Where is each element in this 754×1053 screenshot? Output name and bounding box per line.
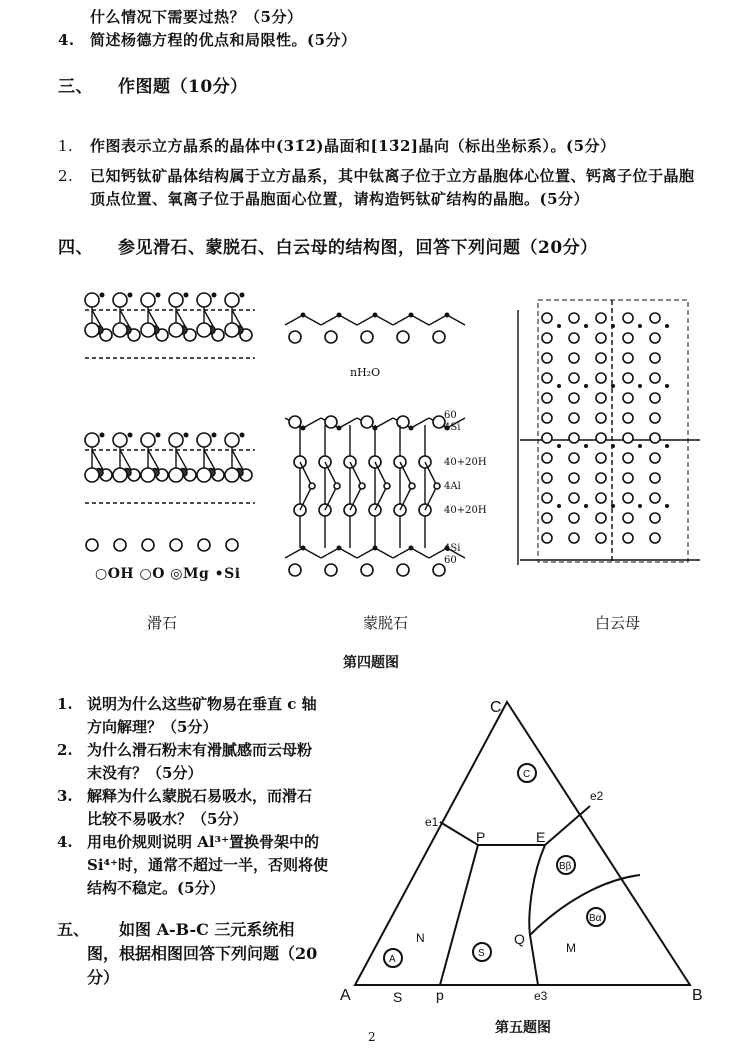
caption-talc: 滑石	[147, 614, 178, 632]
q-num: 1.	[57, 695, 73, 713]
point-p: p	[436, 987, 444, 1003]
point-n: N	[416, 931, 425, 945]
point-e: E	[536, 829, 546, 845]
layer-label: 60	[444, 410, 457, 421]
vertex-a: A	[340, 987, 351, 1004]
region-balpha-label: Bα	[589, 913, 602, 924]
s5-line: 如图 A-B-C 三元系统相	[119, 920, 295, 939]
point-q: Q	[514, 931, 525, 947]
layer-label: 4Si	[444, 422, 461, 433]
q-num: 2.	[57, 741, 73, 759]
figure-5-title: 第五题图	[495, 1020, 551, 1036]
point-s: S	[393, 989, 403, 1005]
page-number: 2	[368, 1030, 376, 1044]
figure-4-title: 第四题图	[343, 655, 399, 671]
q-num: 3.	[57, 787, 73, 805]
q-num: 1.	[58, 137, 74, 155]
water-label: nH₂O	[350, 366, 381, 379]
q-line: Si⁴⁺时，通常不超过一半，否则将使	[87, 856, 329, 874]
layer-label: 40+20H	[444, 505, 487, 516]
section-num: 四、	[58, 238, 93, 258]
q-line: 比较不易吸水？（5分）	[87, 810, 248, 828]
q-line: 方向解理？（5分）	[87, 718, 218, 736]
region-s-label: S	[478, 948, 485, 959]
boundary-line	[440, 806, 590, 845]
region-bbeta-label: Bβ	[559, 861, 572, 872]
point-e2: e2	[590, 789, 604, 803]
q-text-line: 已知钙钛矿晶体结构属于立方晶系，其中钛离子位于立方晶胞体心位置、钙离子位于晶胞	[90, 167, 695, 185]
boundary-line	[440, 845, 478, 985]
region-c-label: C	[523, 769, 531, 780]
q-line: 为什么滑石粉末有滑腻感而云母粉	[87, 741, 313, 759]
q-line: 用电价规则说明 Al³⁺置换骨架中的	[87, 833, 320, 851]
q-text: 作图表示立方晶系的晶体中(31̄2̄)晶面和[13̄2]晶向（标出坐标系）。(5分）	[90, 137, 616, 155]
vertex-c: C	[490, 699, 502, 716]
region-a-label: A	[389, 954, 396, 965]
point-e3: e3	[534, 989, 548, 1003]
section-title: 作图题（10分）	[118, 77, 248, 97]
q3-continuation: 什么情况下需要过热？（5分）	[90, 8, 303, 26]
q-num: 4.	[57, 833, 73, 851]
layer-label: 60	[444, 555, 457, 566]
q-line: 末没有？（5分）	[87, 764, 203, 782]
q-line: 结构不稳定。(5分）	[87, 879, 225, 897]
boundary-line	[529, 845, 545, 985]
section-num: 三、	[58, 77, 93, 97]
q-num: 2.	[58, 167, 74, 185]
q-text: 简述杨德方程的优点和局限性。(5分）	[90, 31, 357, 49]
q-line: 说明为什么这些矿物易在垂直 c 轴	[87, 695, 317, 713]
section-num: 五、	[57, 920, 90, 939]
point-m: M	[566, 941, 576, 955]
vertex-b: B	[692, 987, 703, 1004]
talc-legend: ○OH ○O ◎Mg •Si	[95, 566, 241, 582]
layer-label: 4Si	[444, 543, 461, 554]
s3-item-2-line2: 顶点位置、氧离子位于晶胞面心位置，请构造钙钛矿结构的晶胞。(5分）	[90, 190, 590, 208]
caption-montmorillonite: 蒙脱石	[363, 614, 409, 632]
point-p-upper: P	[476, 829, 486, 845]
s5-line: 图，根据相图回答下列问题（20	[87, 944, 318, 963]
layer-label: 4Al	[444, 481, 461, 492]
s5-line: 分）	[87, 968, 120, 987]
point-e1: e1	[425, 815, 439, 829]
q-num: 4.	[58, 31, 75, 49]
q-line: 解释为什么蒙脱石易吸水，而滑石	[87, 787, 313, 805]
caption-muscovite: 白云母	[595, 614, 641, 632]
section-title: 参见滑石、蒙脱石、白云母的结构图，回答下列问题（20分）	[118, 238, 598, 258]
layer-label: 40+20H	[444, 457, 487, 468]
